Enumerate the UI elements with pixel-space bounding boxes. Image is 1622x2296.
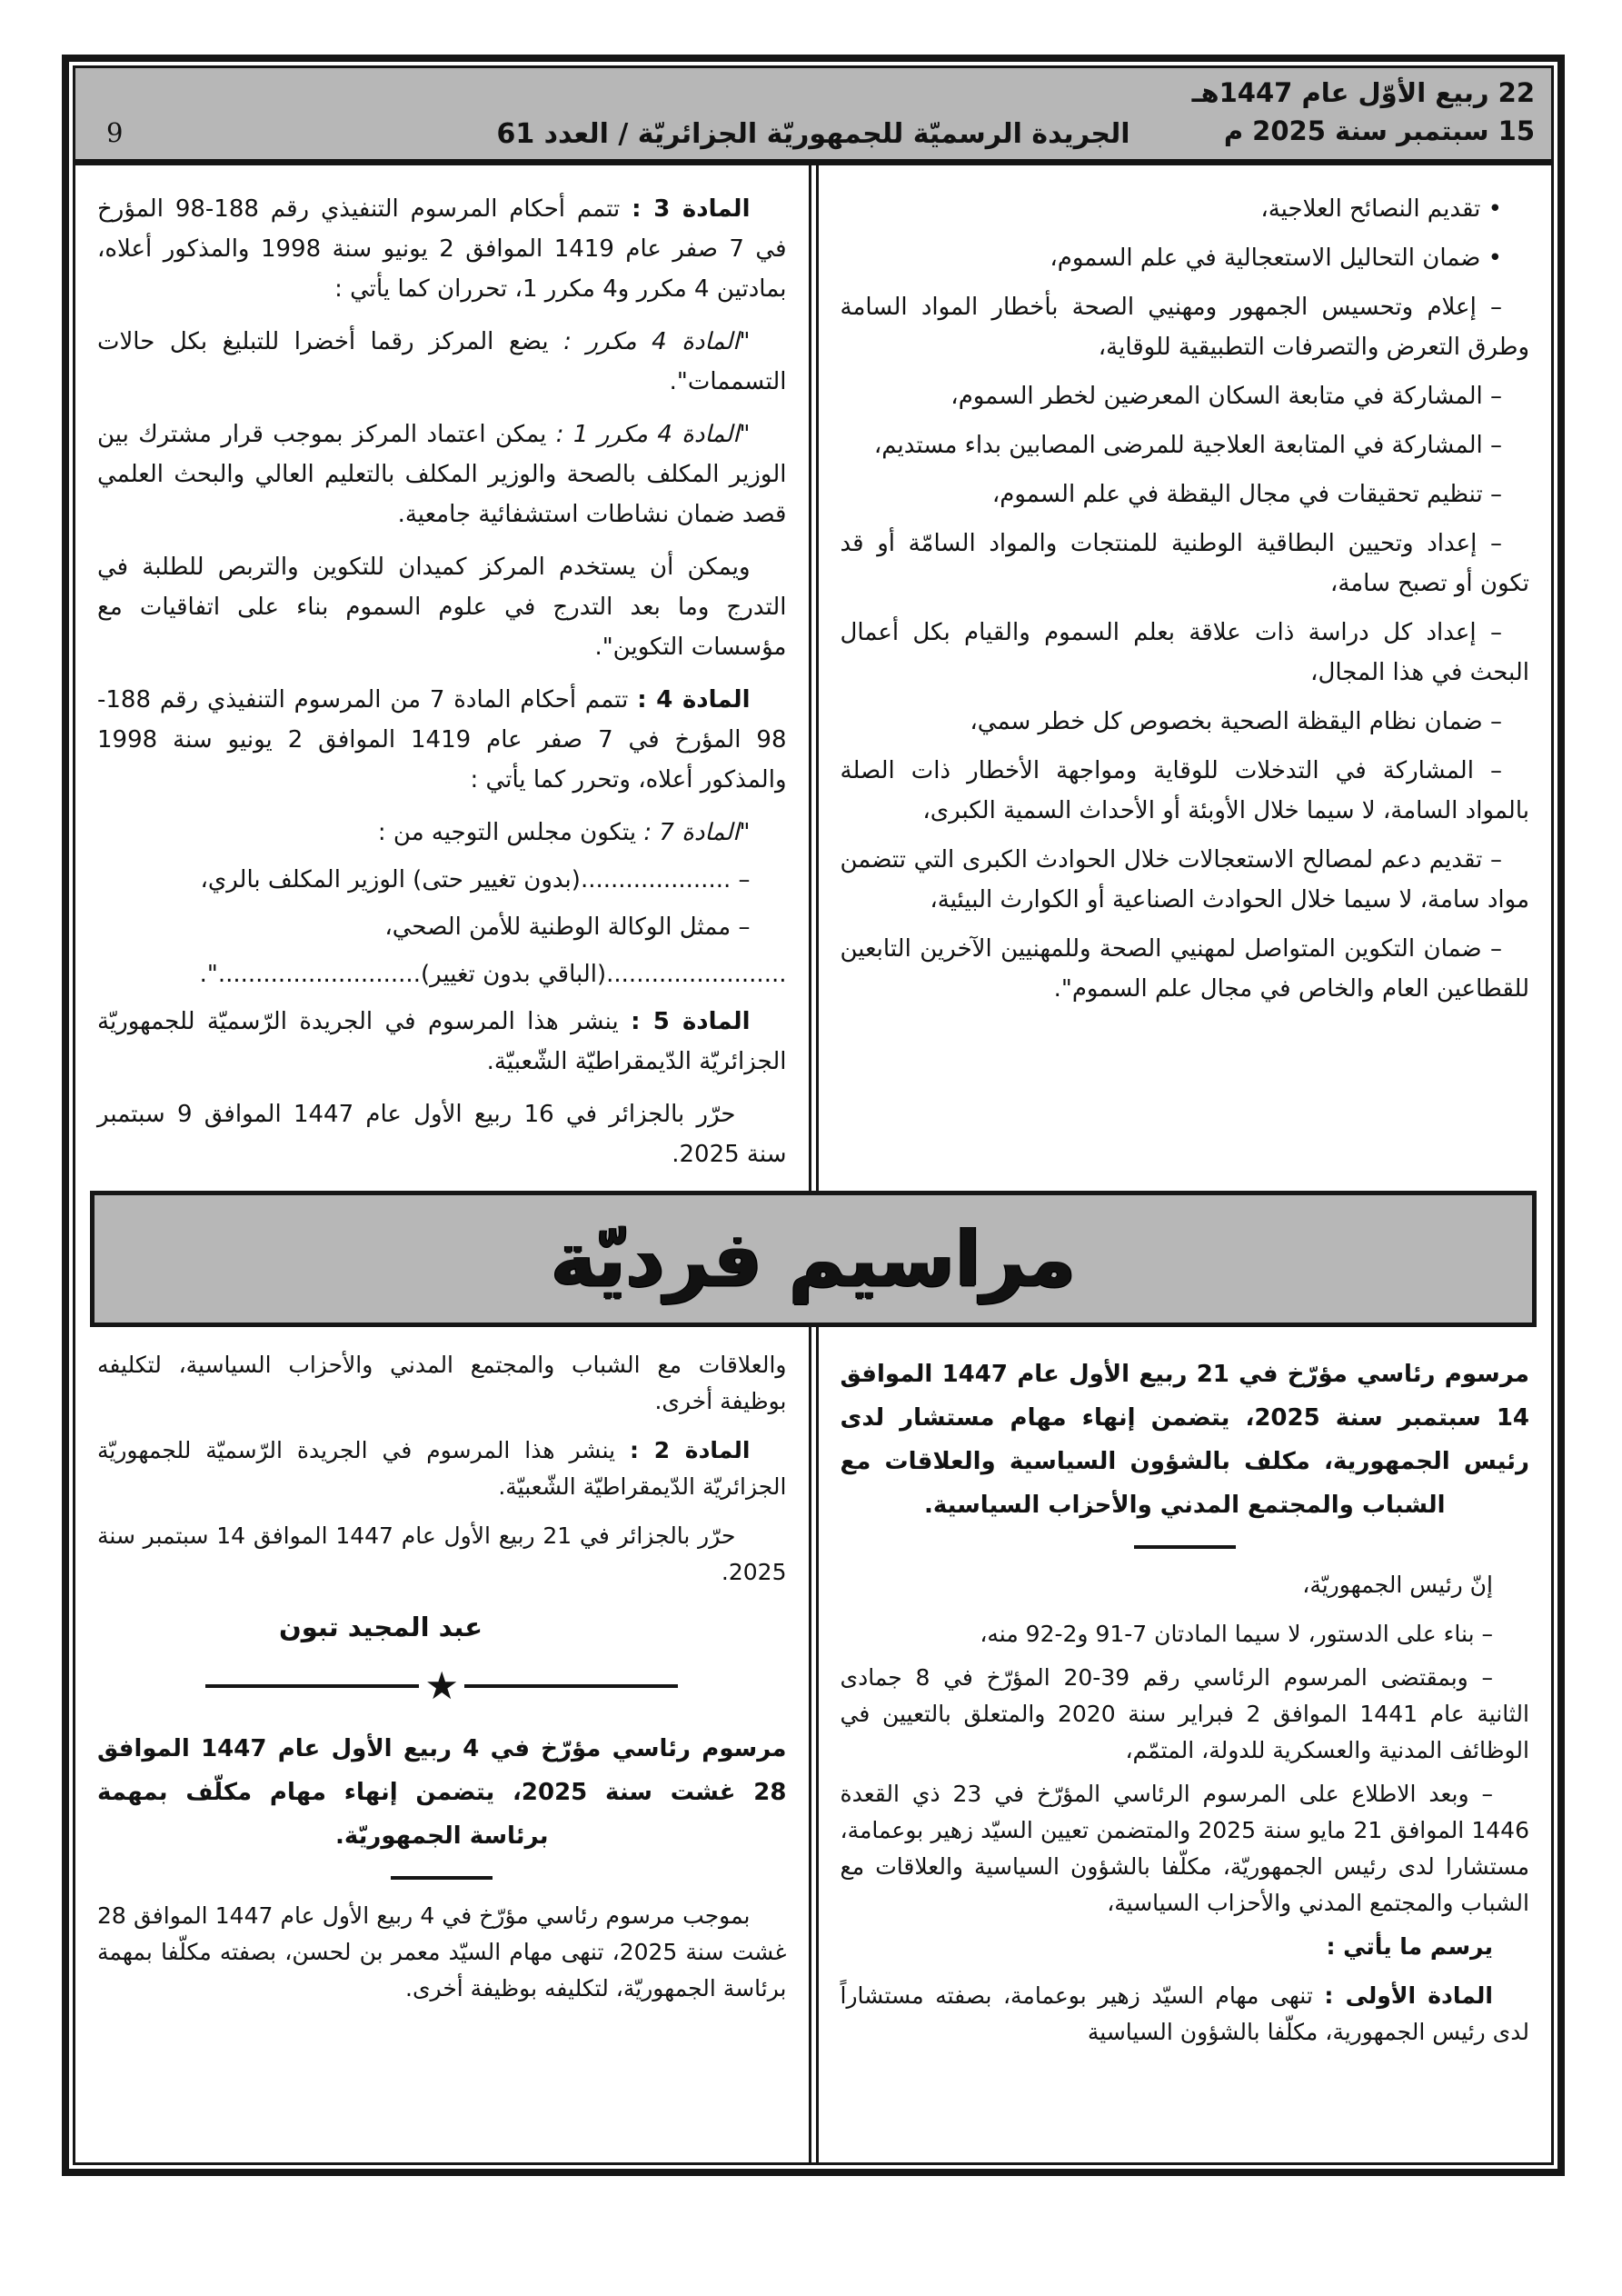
article-5-text: ينشر هذا المرسوم في الجريدة الرّسميّة للجمهوريّة الجزائريّة الدّيمقراطيّة الشّعبيّة. (97, 1008, 787, 1075)
date-hijri: 22 ربيع الأوّل عام 1447هـ (1191, 77, 1535, 108)
bullet-marker: – (1490, 294, 1503, 321)
list-item (841, 376, 1530, 416)
list-item (841, 613, 1530, 693)
center-usage-paragraph: ويمكن أن يستخدم المركز كميدان للتكوين والتربص للطلبة في التدرج وما بعد التدرج في علوم السموم بناء على اتفاقيات مع مؤسسات التكوين". (97, 554, 787, 661)
date-gregorian: 15 سبتمبر سنة 2025 م (1223, 115, 1535, 146)
article-4bis-paragraph (97, 322, 787, 402)
decree-2-body: بموجب مرسوم رئاسي مؤرّخ في 4 ربيع الأول عام 1447 الموافق 28 غشت سنة 2025، تنهى مهام السيّد معمر بن لحسن، بصفته مكلّفا بمهمة برئاسة الجمهوريّة، لتكليفه بوظيفة أخرى. (97, 1902, 787, 2002)
article-1-text: تنهى مهام السيّد زهير بوعمامة، بصفته مستشاراً لدى رئيس الجمهورية، مكلّفا بالشؤون السياسية (840, 1982, 1529, 2045)
dots-line: ........................(الباقي بدون تغيير)...........................". (199, 961, 787, 988)
list-item (841, 238, 1530, 278)
list-item (841, 751, 1530, 831)
visa-constitution: – بناء على الدستور، لا سيما المادتان 7-91 و2-92 منه، (980, 1621, 1493, 1647)
article-4bis1-label: "المادة 4 مكرر 1 : (555, 421, 751, 448)
article-4-label: المادة 4 : (637, 686, 751, 714)
page-frame (62, 55, 1565, 2176)
bullet-marker: – (1490, 708, 1502, 735)
star-divider (143, 1663, 741, 1708)
page-number: 9 (106, 117, 124, 148)
divider-line (464, 1684, 678, 1688)
list-item (841, 929, 1530, 1009)
decree-enacting-words: يرسم ما يأتي : (1326, 1933, 1493, 1960)
title-divider (1134, 1545, 1236, 1549)
article-4bis-label: "المادة 4 مكرر : (563, 328, 751, 355)
page-header (75, 68, 1551, 165)
list-item-text: ضمان التحاليل الاستعجالية في علم السموم، (1050, 245, 1481, 272)
dash-line-1: – ....................(بدون تغيير حتى) الوزير المكلف بالري، (200, 866, 751, 893)
article-3-label: المادة 3 : (632, 195, 751, 223)
column-divider (809, 1327, 819, 2162)
article-4-paragraph (97, 680, 787, 800)
star-icon: ★ (424, 1663, 460, 1708)
section-banner-title: مراسيم فرديّة (551, 1214, 1076, 1303)
list-item-text: إعداد كل دراسة ذات علاقة بعلم السموم والقيام بكل أعمال البحث في هذا المجال، (840, 619, 1529, 686)
list-item (841, 840, 1530, 920)
article-2-label: المادة 2 : (630, 1437, 751, 1463)
page-frame-inner (73, 65, 1554, 2165)
top-right-column (819, 165, 1552, 1191)
top-left-column (75, 165, 809, 1191)
list-item (841, 524, 1530, 604)
bullet-marker: – (1490, 530, 1503, 557)
list-item-text: ضمان التكوين المتواصل لمهنيي الصحة وللمهنيين الآخرين التابعين للقطاعين العام والخاص في مجال علم السموم". (840, 935, 1529, 1003)
list-item (841, 425, 1530, 465)
decree-1-intro: إنّ رئيس الجمهوريّة، (1302, 1572, 1493, 1598)
article-7-paragraph (97, 813, 787, 853)
article-5-paragraph (97, 1002, 787, 1082)
journal-title: الجريدة الرسميّة للجمهوريّة الجزائريّة / العدد 61 (496, 118, 1130, 150)
list-item-text: المشاركة في التدخلات للوقاية ومواجهة الأخطار ذات الصلة بالمواد السامة، لا سيما خلال الأوبئة أو الأحداث السمية الكبرى، (840, 757, 1529, 824)
list-item (841, 189, 1530, 229)
list-item-text: المشاركة في متابعة السكان المعرضين لخطر السموم، (950, 383, 1483, 410)
article-5-label: المادة 5 : (631, 1008, 751, 1035)
list-item-text: إعلام وتحسيس الجمهور ومهنيي الصحة بأخطار المواد السامة وطرق التعرض والتصرفات التطبيقية للوقاية، (840, 294, 1529, 361)
bullet-marker: – (1490, 757, 1503, 784)
decree-1-article-1 (841, 1978, 1530, 2051)
article-4bis-text: يضع المركز رقما أخضرا للتبليغ بكل حالات التسممات". (97, 328, 787, 395)
article-3-text: تتمم أحكام المرسوم التنفيذي رقم 188-98 المؤرخ في 7 صفر عام 1419 الموافق 2 يونيو سنة 1998 والمذكور أعلاه، بمادتين 4 مكرر و4 مكرر 1، تحرران كما يأتي : (97, 195, 787, 303)
article-4bis1-paragraph (97, 414, 787, 534)
article-7-label: "المادة 7 : (643, 819, 751, 846)
decree-1-title: مرسوم رئاسي مؤرّخ في 21 ربيع الأول عام 1447 الموافق 14 سبتمبر سنة 2025، يتضمن إنهاء مهام مستشار لدى رئيس الجمهورية، مكلف بالشؤون السياسية والعلاقات مع الشباب والمجتمع المدني والأحزاب السياسية. (840, 1361, 1529, 1519)
article-2-text: ينشر هذا المرسوم في الجريدة الرّسميّة للجمهوريّة الجزائريّة الدّيمقراطيّة الشّعبيّة. (97, 1437, 787, 1500)
list-item-text: تنظيم تحقيقات في مجال اليقظة في علم السموم، (991, 481, 1483, 508)
missions-list (841, 189, 1530, 1009)
article-4bis1-text: يمكن اعتماد المركز بموجب قرار مشترك بين الوزير المكلف بالصحة والوزير المكلف بالتعليم العالي والبحث العلمي قصد ضمان نشاطات استشفائية جامعية. (97, 421, 787, 528)
bullet-marker: – (1490, 383, 1502, 410)
article-4-text: تتمم أحكام المادة 7 من المرسوم التنفيذي رقم 188-98 المؤرخ في 7 صفر عام 1419 الموافق 2 يونيو سنة 1998 والمذكور أعلاه، وتحرر كما يأتي : (97, 686, 787, 794)
list-item-text: المشاركة في المتابعة العلاجية للمرضى المصابين بداء مستديم، (873, 432, 1483, 459)
bullet-marker: – (1490, 619, 1503, 646)
list-item-text: تقديم دعم لمصالح الاستعجالات خلال الحوادث الكبرى التي تتضمن مواد سامة، لا سيما خلال الحوادث الصناعية أو الكوارث البيئية، (840, 846, 1529, 913)
decree-1-article-2 (97, 1433, 787, 1505)
column-divider (809, 165, 819, 1191)
article-3-paragraph (97, 189, 787, 309)
list-item (841, 474, 1530, 514)
dash-line-2: – ممثل الوكالة الوطنية للأمن الصحي، (384, 913, 751, 941)
bullet-marker: • (1488, 195, 1502, 223)
section-banner (90, 1191, 1537, 1327)
decree-1-article-1-continuation: والعلاقات مع الشباب والمجتمع المدني والأحزاب السياسية، لتكليفه بوظيفة أخرى. (97, 1352, 787, 1414)
done-at-paragraph: حرّر بالجزائر في 16 ربيع الأول عام 1447 الموافق 9 سبتمبر سنة 2025. (97, 1101, 787, 1168)
list-item-text: ضمان نظام اليقظة الصحية بخصوص كل خطر سمي، (970, 708, 1483, 735)
article-7-text: يتكون مجلس التوجيه من : (377, 819, 637, 846)
bullet-marker: – (1490, 846, 1502, 873)
list-item (841, 702, 1530, 742)
visa-decree-2025: – وبعد الاطلاع على المرسوم الرئاسي المؤرّخ في 23 ذي القعدة 1446 الموافق 21 مايو سنة 2025 والمتضمن تعيين السيّد زهير بوعمامة، مستشارا لدى رئيس الجمهوريّة، مكلّفا بالشؤون السياسية والعلاقات مع الشباب والمجتمع المدني والأحزاب السياسية، (840, 1781, 1529, 1916)
list-item (841, 287, 1530, 367)
list-item-text: إعداد وتحيين البطاقية الوطنية للمنتجات والمواد السامّة أو قد تكون أو تصبح سامة، (840, 530, 1529, 597)
list-item-text: تقديم النصائح العلاجية، (1260, 195, 1481, 223)
signature-president-tebboune: عبد المجيد تبون (279, 1612, 483, 1642)
bullet-marker: • (1488, 245, 1502, 272)
section-top (75, 165, 1551, 1191)
section-bottom (75, 1327, 1551, 2162)
decree-2-title: مرسوم رئاسي مؤرّخ في 4 ربيع الأول عام 1447 الموافق 28 غشت سنة 2025، يتضمن إنهاء مهام مكلّف بمهمة برئاسة الجمهوريّة. (97, 1735, 787, 1850)
visa-decree-20-39: – وبمقتضى المرسوم الرئاسي رقم 39-20 المؤرّخ في 8 جمادى الثانية عام 1441 الموافق 2 فبراير سنة 2020 والمتعلق بالتعيين في الوظائف المدنية والعسكرية للدولة، المتمّم، (840, 1664, 1529, 1763)
bullet-marker: – (1490, 481, 1502, 508)
bullet-marker: – (1490, 432, 1502, 459)
article-1-label: المادة الأولى : (1324, 1982, 1493, 2009)
decree-1-done-at: حرّر بالجزائر في 21 ربيع الأول عام 1447 الموافق 14 سبتمبر سنة 2025. (97, 1522, 787, 1585)
title-divider (391, 1876, 493, 1880)
bottom-right-column (819, 1327, 1552, 2162)
bullet-marker: – (1490, 935, 1502, 963)
bottom-left-column (75, 1327, 809, 2162)
divider-line (205, 1684, 419, 1688)
